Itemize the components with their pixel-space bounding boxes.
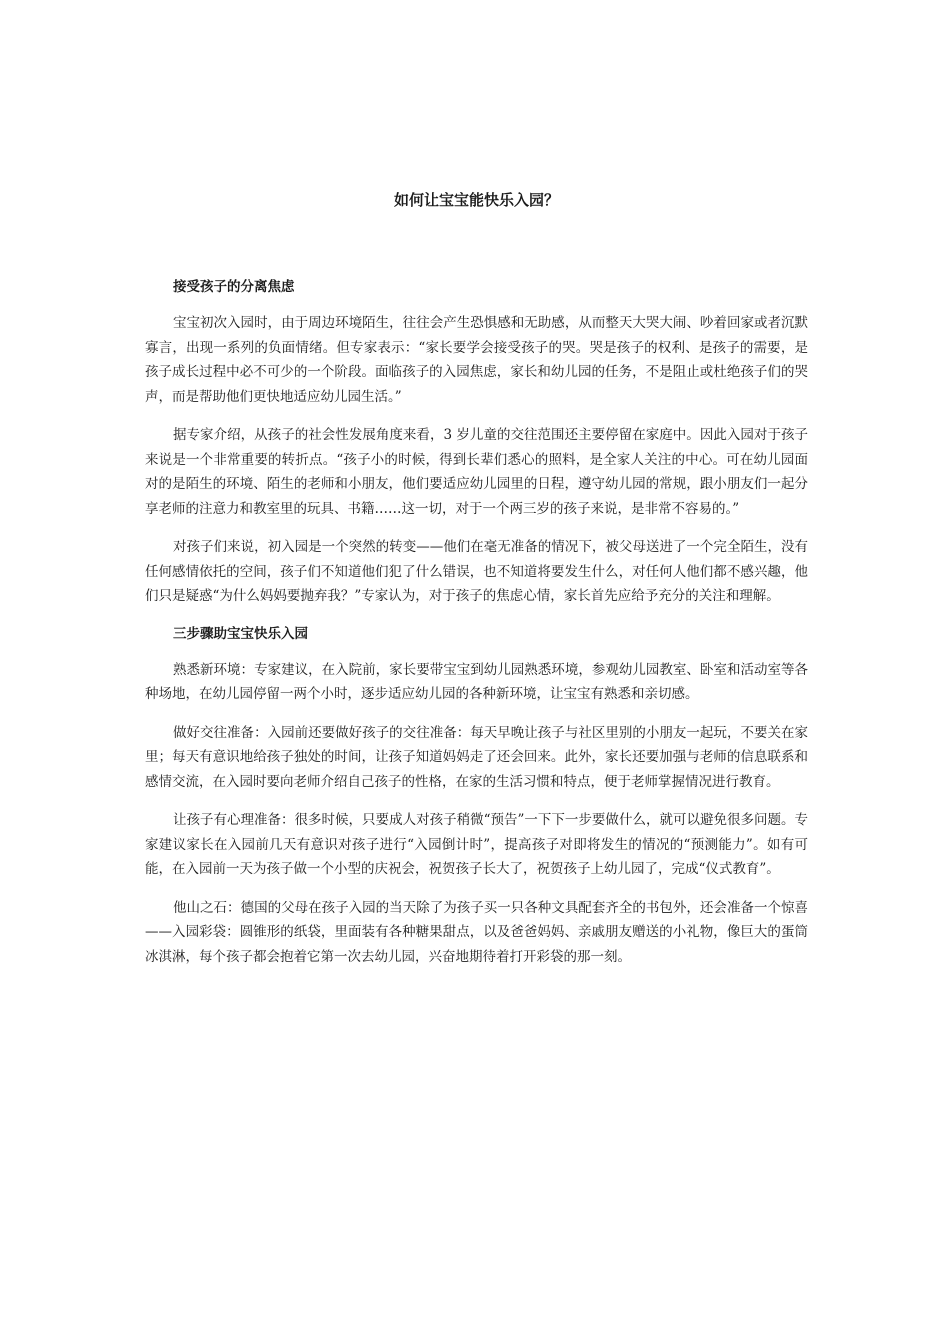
section-heading: 接受孩子的分离焦虑 [173, 279, 295, 295]
paragraph: 让孩子有心理准备：很多时候，只要成人对孩子稍微“预告”一下下一步要做什么，就可以避免很多问题。专家建议家长在入园前几天有意识对孩子进行“入园倒计时”，提高孩子对即将发生的情况的“预测能力”。如有可能，在入园前一天为孩子做一个小型的庆祝会，祝贺孩子长大了，祝贺孩子上幼儿园了，完成“仪式教育”。 [145, 812, 808, 877]
section-separation-anxiety [145, 276, 808, 609]
document-title: 如何让宝宝能快乐入园？ [393, 191, 559, 209]
section-three-steps [145, 623, 808, 970]
paragraph: 他山之石：德国的父母在孩子入园的当天除了为孩子买一只各种文具配套齐全的书包外，还会准备一个惊喜——入园彩袋：圆锥形的纸袋，里面装有各种糖果甜点，以及爸爸妈妈、亲戚朋友赠送的小礼物，像巨大的蛋筒冰淇淋，每个孩子都会抱着它第一次去幼儿园，兴奋地期待着打开彩袋的那一刻。 [145, 899, 808, 965]
section-heading: 三步骤助宝宝快乐入园 [173, 625, 308, 642]
document-body [145, 276, 808, 983]
paragraph: 据专家介绍，从孩子的社会性发展角度来看，3 岁儿童的交往范围还主要停留在家庭中。因此入园对于孩子来说是一个非常重要的转折点。“孩子小的时候，得到长辈们悉心的照料，是全家人关注的中心。可在幼儿园面对的是陌生的环境、陌生的老师和小朋友，他们要适应幼儿园里的日程，遵守幼儿园的常规，跟小朋友们一起分享老师的注意力和教室里的玩具、书籍……这一切，对于一个两三岁的孩子来说，是非常不容易的。” [145, 427, 808, 517]
paragraph: 宝宝初次入园时，由于周边环境陌生，往往会产生恐惧感和无助感，从而整天大哭大闹、吵着回家或者沉默寡言，出现一系列的负面情绪。但专家表示：“家长要学会接受孩子的哭。哭是孩子的权利、是孩子的需要，是孩子成长过程中必不可少的一个阶段。面临孩子的入园焦虑，家长和幼儿园的任务，不是阻止或杜绝孩子们的哭声，而是帮助他们更快地适应幼儿园生活。” [145, 315, 808, 405]
paragraph: 对孩子们来说，初入园是一个突然的转变——他们在毫无准备的情况下，被父母送进了一个完全陌生，没有任何感情依托的空间，孩子们不知道他们犯了什么错误，也不知道将要发生什么，对任何人他们都不感兴趣，他们只是疑惑“为什么妈妈要抛弃我？”专家认为，对于孩子的焦虑心情，家长首先应给予充分的关注和理解。 [145, 539, 808, 604]
paragraph: 熟悉新环境：专家建议，在入院前，家长要带宝宝到幼儿园熟悉环境，参观幼儿园教室、卧室和活动室等各种场地，在幼儿园停留一两个小时，逐步适应幼儿园的各种新环境，让宝宝有熟悉和亲切感。 [145, 661, 808, 702]
paragraph: 做好交往准备：入园前还要做好孩子的交往准备：每天早晚让孩子与社区里别的小朋友一起玩，不要关在家里；每天有意识地给孩子独处的时间，让孩子知道妈妈走了还会回来。此外，家长还要加强与老师的信息联系和感情交流，在入园时要向老师介绍自己孩子的性格，在家的生活习惯和特点，便于老师掌握情况进行教育。 [145, 724, 808, 790]
